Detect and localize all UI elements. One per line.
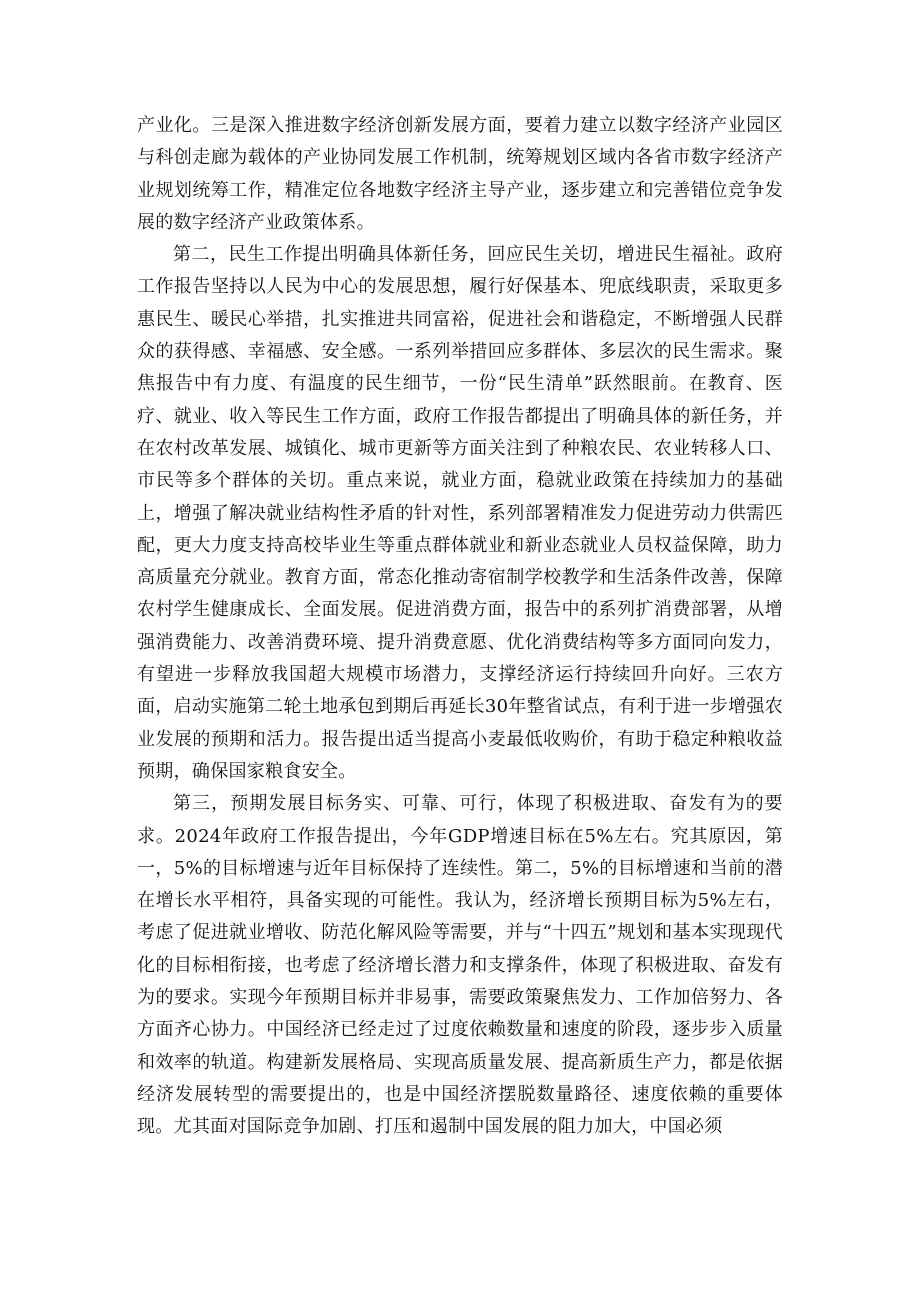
paragraph-second-point: 第二，民生工作提出明确具体新任务，回应民生关切，增进民生福祉。政府工作报告坚持以人民为中心的发展思想，履行好保基本、兜底线职责，采取更多惠民生、暖民心举措，扎实推进共同富裕，促进社会和谐稳定，不断增强人民群众的获得感、幸福感、安全感。一系列举措回应多群体、多层次的民生需求。聚焦报告中有力度、有温度的民生细节，一份“民生清单”跃然眼前。在教育、医疗、就业、收入等民生工作方面，政府工作报告都提出了明确具体的新任务，并在农村改革发展、城镇化、城市更新等方面关注到了种粮农民、农业转移人口、市民等多个群体的关切。重点来说，就业方面，稳就业政策在持续加力的基础上，增强了解决就业结构性矛盾的针对性，系列部署精准发力促进劳动力供需匹配，更大力度支持高校毕业生等重点群体就业和新业态就业人员权益保障，助力高质量充分就业。教育方面，常态化推动寄宿制学校教学和生活条件改善，保障农村学生健康成长、全面发展。促进消费方面，报告中的系列扩消费部署，从增强消费能力、改善消费环境、提升消费意愿、优化消费结构等多方面同向发力，有望进一步释放我国超大规模市场潜力，支撑经济运行持续回升向好。三农方面，启动实施第二轮土地承包到期后再延长30年整省试点，有利于进一步增强农业发展的预期和活力。报告提出适当提高小麦最低收购价，有助于稳定种粮收益预期，确保国家粮食安全。 xyxy=(137,244,783,782)
paragraph-third-point: 第三，预期发展目标务实、可靠、可行，体现了积极进取、奋发有为的要求。2024年政府工作报告提出，今年GDP增速目标在5%左右。究其原因，第一，5%的目标增速与近年目标保持了连续性。第二，5%的目标增速和当前的潜在增长水平相符，具备实现的可能性。我认为，经济增长预期目标为5%左右，考虑了促进就业增收、防范化解风险等需要，并与“十四五”规划和基本实现现代化的目标相衔接，也考虑了经济增长潜力和支撑条件，体现了积极进取、奋发有为的要求。实现今年预期目标并非易事，需要政策聚焦发力、工作加倍努力、各方面齐心协力。中国经济已经走过了过度依赖数量和速度的阶段，逐步步入质量和效率的轨道。构建新发展格局、实现高质量发展、提高新质生产力，都是依据经济发展转型的需要提出的，也是中国经济摆脱数量路径、速度依赖的重要体现。尤其面对国际竞争加剧、打压和遏制中国发展的阻力加大，中国必须 xyxy=(137,793,783,1138)
body-text xyxy=(137,110,783,1144)
paragraph-continuation: 产业化。三是深入推进数字经济创新发展方面，要着力建立以数字经济产业园区与科创走廊为载体的产业协同发展工作机制，统筹规划区域内各省市数字经济产业规划统筹工作，精准定位各地数字经济主导产业，逐步建立和完善错位竞争发展的数字经济产业政策体系。 xyxy=(137,115,783,233)
